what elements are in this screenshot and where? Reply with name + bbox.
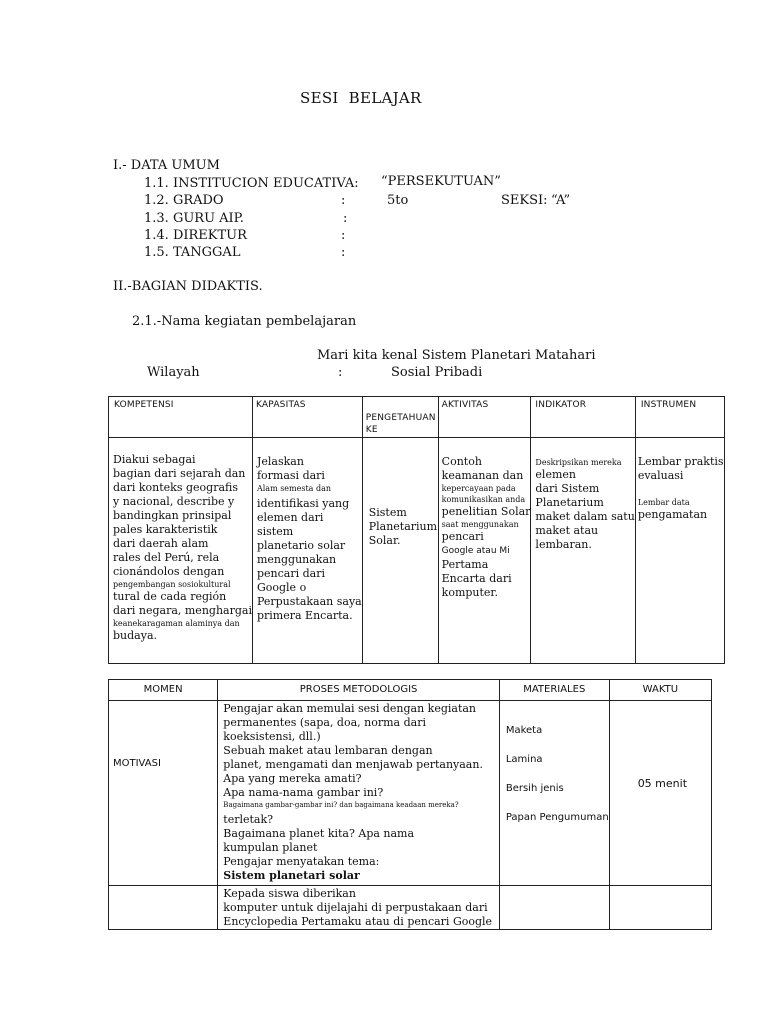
- header-kapasitas: KAPASITAS: [252, 397, 362, 438]
- title-word-2: BELAJAR: [348, 89, 422, 107]
- header-proses: PROSES METODOLOGIS: [218, 680, 500, 701]
- section2-subheading: 2.1.-Nama kegiatan pembelajaran: [132, 314, 357, 329]
- seksi-value: “A”: [551, 193, 571, 208]
- competency-table: [108, 396, 725, 664]
- direktur-label: 1.4. DIREKTUR: [144, 228, 247, 243]
- section1-heading: I.- DATA UMUM: [113, 158, 220, 173]
- momen-cell: MOTIVASI: [109, 701, 218, 886]
- institution-label: 1.1. INSTITUCION EDUCATIVA:: [144, 176, 359, 191]
- header-kompetensi: KOMPETENSI: [109, 397, 253, 438]
- waktu-cell: 05 menit: [609, 701, 711, 886]
- guru-colon: :: [343, 211, 348, 226]
- materiales-cell-2: [499, 886, 609, 930]
- pengetahuan-cell: Sistem Planetarium Solar.: [362, 438, 438, 664]
- header-aktivitas: AKTIVITAS: [438, 397, 531, 438]
- tanggal-label: 1.5. TANGGAL: [144, 245, 241, 260]
- proses-cell: Pengajar akan memulai sesi dengan kegiatan permanentes (sapa, doa, norma dari koeksistensi, dll.) Sebuah maket atau lembaran dengan planet, mengamati dan menjawab pertanyaan. Apa yang mereka amati? Apa nama-nama gambar ini? Bagaimana gambar-gambar ini? dan bagaimana keadaan mereka? terletak? Bagaimana planet kita? Apa nama kumpulan planet Pengajar menyatakan tema: Sistem planetari solar: [218, 701, 500, 886]
- grado-colon: :: [341, 193, 346, 208]
- header-instrumen: INSTRUMEN: [635, 397, 724, 438]
- seksi-label: SEKSI:: [501, 193, 548, 208]
- header-waktu: WAKTU: [609, 680, 711, 701]
- methodology-table: [108, 679, 712, 930]
- materiales-cell: Maketa Lamina Bersih jenis Papan Pengumuman: [499, 701, 609, 886]
- header-pengetahuan: PENGETAHUAN KE: [362, 397, 438, 438]
- grado-label: 1.2. GRADO: [144, 193, 224, 208]
- proses-cell-2: Kepada siswa diberikan komputer untuk dijelajahi di perpustakaan dari Encyclopedia Pertamaku atau di pencari Google: [218, 886, 500, 930]
- guru-label: 1.3. GURU AIP.: [144, 211, 244, 226]
- wilayah-value: Sosial Pribadi: [391, 365, 483, 380]
- momen-cell-2: [109, 886, 218, 930]
- waktu-cell-2: [609, 886, 711, 930]
- wilayah-label: Wilayah: [147, 365, 200, 380]
- wilayah-colon: :: [338, 365, 343, 380]
- indikator-cell: Deskripsikan mereka elemen dari Sistem Planetarium maket dalam satu maket atau lembaran.: [531, 438, 635, 664]
- institution-value: “PERSEKUTUAN”: [381, 174, 501, 189]
- page-title: [300, 89, 422, 107]
- activity-name: Mari kita kenal Sistem Planetari Matahari: [317, 348, 596, 363]
- header-materiales: MATERIALES: [499, 680, 609, 701]
- grado-value: 5to: [387, 193, 409, 208]
- header-indikator: INDIKATOR: [531, 397, 635, 438]
- kompetensi-cell: Diakui sebagai bagian dari sejarah dan dari konteks geografis y nacional, describe y bandingkan prinsipal pales karakteristik dari daerah alam rales del Perú, rela cionándolos dengan pengembangan sosiokultural tural de cada región dari negara, menghargai keanekaragaman alaminya dan budaya.: [109, 438, 253, 664]
- direktur-colon: :: [341, 228, 346, 243]
- instrumen-cell: Lembar praktis evaluasi Lembar data pengamatan: [635, 438, 724, 664]
- header-momen: MOMEN: [109, 680, 218, 701]
- aktivitas-cell: Contoh keamanan dan kepercayaan pada komunikasikan anda penelitian Solar saat menggunakan pencari Google atau Mi Pertama Encarta dari komputer.: [438, 438, 531, 664]
- section2-heading: II.-BAGIAN DIDAKTIS.: [113, 279, 263, 294]
- title-word-1: SESI: [300, 89, 339, 107]
- kapasitas-cell: Jelaskan formasi dari Alam semesta dan identifikasi yang elemen dari sistem planetario solar menggunakan pencari dari Google o Perpustakaan saya primera Encarta.: [252, 438, 362, 664]
- tanggal-colon: :: [341, 245, 346, 260]
